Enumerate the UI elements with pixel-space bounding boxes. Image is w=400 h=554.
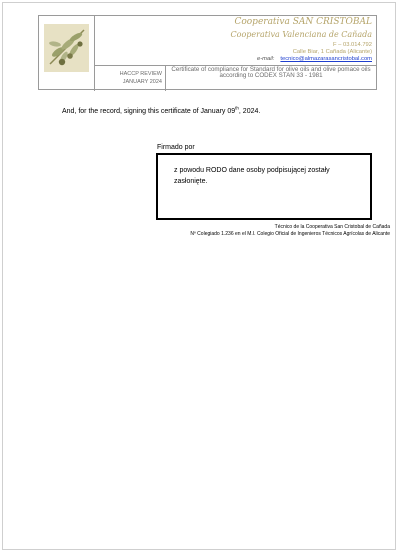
statement-suffix: th xyxy=(235,105,239,111)
email-label: e-mail: xyxy=(257,56,275,62)
redaction-note: z powodu RODO dane osoby podpisującej zostały zasłonięte. xyxy=(174,167,330,185)
tax-id: F – 03.014.792 xyxy=(333,42,372,48)
address: Calle Biar, 1 Cañada (Alicante) xyxy=(292,49,372,55)
redaction-box xyxy=(156,153,372,220)
review-cell xyxy=(95,66,166,91)
cooperative-info xyxy=(95,16,376,66)
email-line xyxy=(257,56,372,62)
email-link[interactable]: tecnico@almazarasancristobal.com xyxy=(280,56,372,62)
signer-title: Técnico de la Cooperativa San Cristobal de Cañada xyxy=(274,224,390,230)
review-date: JANUARY 2024 xyxy=(122,79,162,85)
cooperative-name: Cooperativa SAN CRISTÓBAL xyxy=(234,17,372,27)
document-header xyxy=(38,15,377,90)
cooperative-subtitle: Cooperativa Valenciana de Cañada xyxy=(230,30,372,39)
logo-cell xyxy=(39,16,95,91)
statement-end: , 2024. xyxy=(238,108,261,115)
olive-branch-logo xyxy=(44,24,89,72)
statement xyxy=(62,105,261,115)
signer-registration: Nº Colegiado 1.236 en el M.I. Colegio Oficial de Ingenieros Técnicos Agrícolas de Alicante xyxy=(190,231,390,237)
review-label: HACCP REVIEW xyxy=(119,71,162,77)
signed-by-label: Firmado por xyxy=(157,144,195,151)
statement-text: And, for the record, signing this certificate of January 09 xyxy=(62,108,236,115)
certificate-title: Certificate of compliance for Standard for olive oils and olive pomace oils according to CODEX STAN 33 - 1981 xyxy=(171,66,371,80)
